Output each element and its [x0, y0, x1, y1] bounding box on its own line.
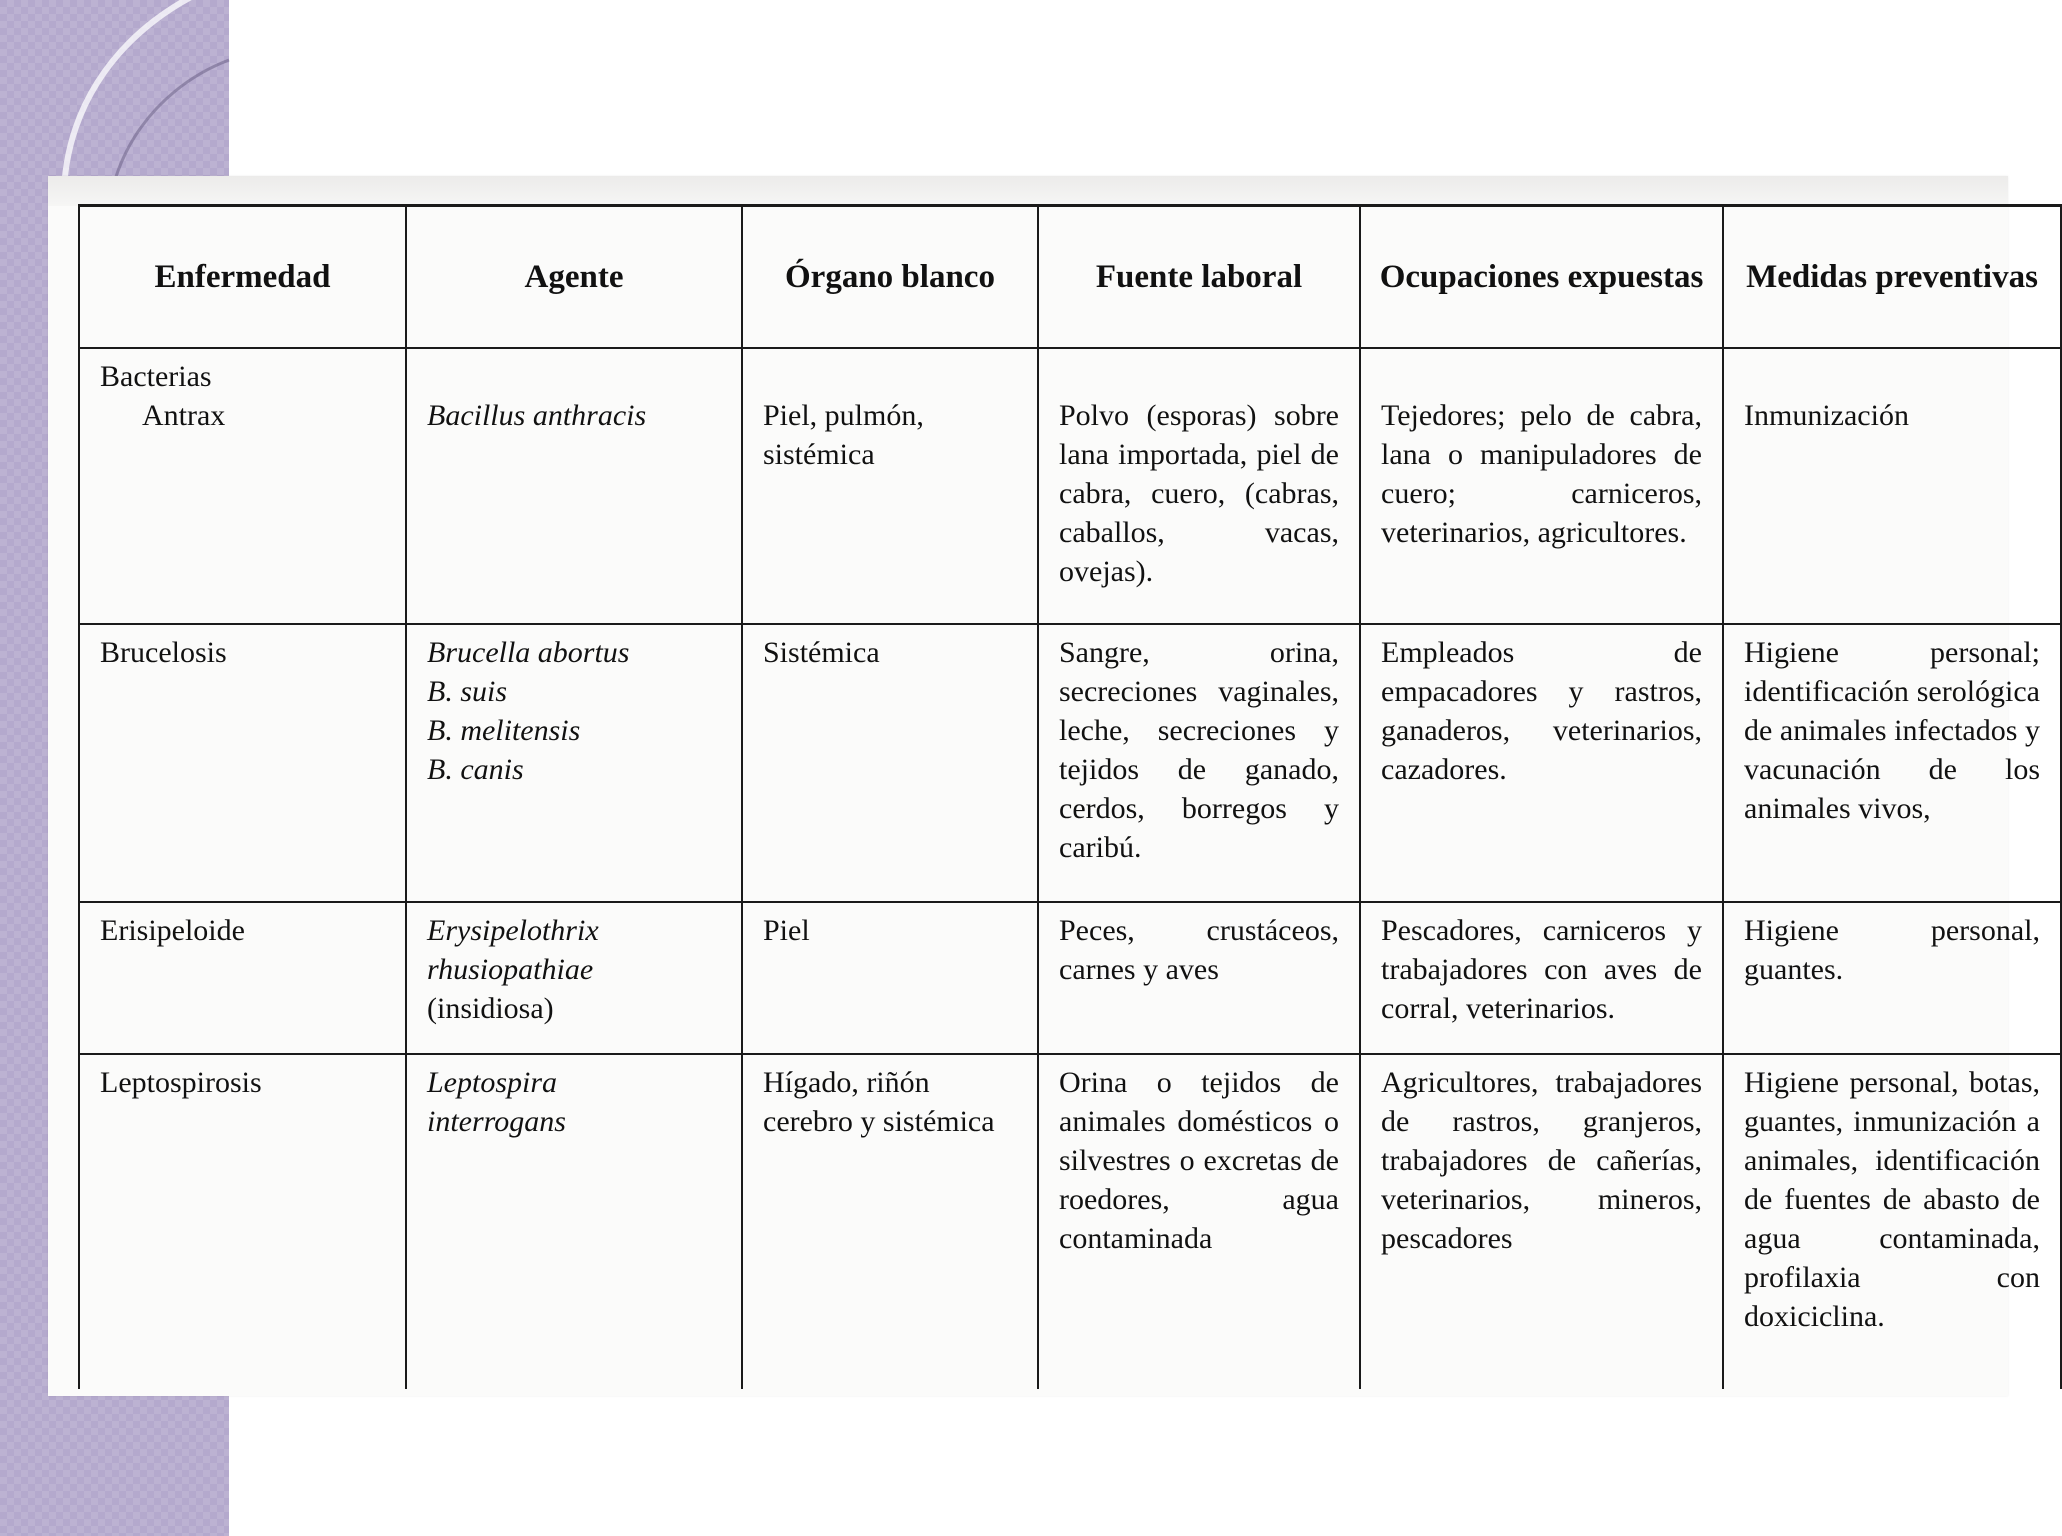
prevention-text: Higiene personal, guantes. [1744, 914, 2040, 986]
agent-line: rhusiopathiae [427, 953, 594, 986]
organ-text: Piel, pulmón, sistémica [763, 399, 924, 471]
scanned-document [48, 176, 2040, 1396]
header-organo-blanco: Órgano blanco [742, 206, 1038, 349]
organ-cell [742, 348, 1038, 624]
table-row [79, 902, 2061, 1054]
occupations-cell [1360, 902, 1723, 1054]
agent-line: Leptospira [427, 1066, 558, 1099]
prevention-cell [1723, 1054, 2061, 1389]
agent-line: Erysipelothrix [427, 914, 599, 947]
source-cell [1038, 1054, 1360, 1389]
source-cell [1038, 348, 1360, 624]
header-medidas-preventivas: Medidas preventivas [1723, 206, 2061, 349]
organ-text: Sistémica [763, 636, 880, 669]
agent-cell [406, 902, 742, 1054]
occupations-text: Pescadores, carniceros y trabajadores con aves de corral, veterinarios. [1381, 914, 1702, 1025]
disease-name: Brucelosis [100, 636, 227, 669]
organ-cell [742, 624, 1038, 902]
prevention-cell [1723, 348, 2061, 624]
agent-line: Bacillus anthracis [427, 399, 647, 432]
table-header-row [79, 206, 2061, 349]
prevention-text: Higiene personal; identificación serológica de animales infectados y vacunación de los animales vivos, [1744, 636, 2040, 825]
organ-cell [742, 902, 1038, 1054]
occupations-cell [1360, 624, 1723, 902]
disease-cell [79, 624, 406, 902]
occupations-cell [1360, 348, 1723, 624]
occupations-cell [1360, 1054, 1723, 1389]
zoonosis-table [78, 204, 2062, 1389]
header-agente: Agente [406, 206, 742, 349]
source-text: Orina o tejidos de animales domésticos o silvestres o excretas de roedores, agua contaminada [1059, 1066, 1339, 1255]
agent-line: B. suis [427, 675, 508, 708]
source-text: Polvo (esporas) sobre lana importada, piel de cabra, cuero, (cabras, caballos, vacas, ovejas). [1059, 399, 1339, 588]
table-row [79, 348, 2061, 624]
occupations-text: Empleados de empacadores y rastros, ganaderos, veterinarios, cazadores. [1381, 636, 1702, 786]
agent-line: Brucella abortus [427, 636, 630, 669]
disease-name: Erisipeloide [100, 914, 245, 947]
organ-text: Hígado, riñón cerebro y sistémica [763, 1066, 995, 1138]
organ-text: Piel [763, 914, 810, 947]
header-enfermedad: Enfermedad [79, 206, 406, 349]
header-fuente-laboral: Fuente laboral [1038, 206, 1360, 349]
disease-cell [79, 902, 406, 1054]
source-text: Sangre, orina, secreciones vaginales, leche, secreciones y tejidos de ganado, cerdos, borregos y caribú. [1059, 636, 1339, 864]
table-row [79, 1054, 2061, 1389]
occupations-text: Tejedores; pelo de cabra, lana o manipuladores de cuero; carniceros, veterinarios, agricultores. [1381, 399, 1702, 549]
source-cell [1038, 624, 1360, 902]
agent-cell [406, 1054, 742, 1389]
source-cell [1038, 902, 1360, 1054]
agent-line: B. canis [427, 753, 524, 786]
category-label: Bacterias [100, 360, 212, 393]
disease-cell [79, 348, 406, 624]
agent-line: interrogans [427, 1105, 566, 1138]
prevention-text: Inmunización [1744, 399, 1909, 432]
table-row [79, 624, 2061, 902]
disease-name: Leptospirosis [100, 1066, 262, 1099]
occupations-text: Agricultores, trabajadores de rastros, granjeros, trabajadores de cañerías, veterinarios, mineros, pescadores [1381, 1066, 1702, 1255]
disease-name: Antrax [142, 399, 226, 432]
organ-cell [742, 1054, 1038, 1389]
agent-cell [406, 348, 742, 624]
agent-note: (insidiosa) [427, 992, 554, 1025]
agent-cell [406, 624, 742, 902]
source-text: Peces, crustáceos, carnes y aves [1059, 914, 1339, 986]
prevention-cell [1723, 902, 2061, 1054]
disease-cell [79, 1054, 406, 1389]
agent-line: B. melitensis [427, 714, 581, 747]
prevention-text: Higiene personal, botas, guantes, inmunización a animales, identificación de fuentes de abasto de agua contaminada, profilaxia con doxiciclina. [1744, 1066, 2040, 1333]
header-ocupaciones-expuestas: Ocupaciones expuestas [1360, 206, 1723, 349]
prevention-cell [1723, 624, 2061, 902]
